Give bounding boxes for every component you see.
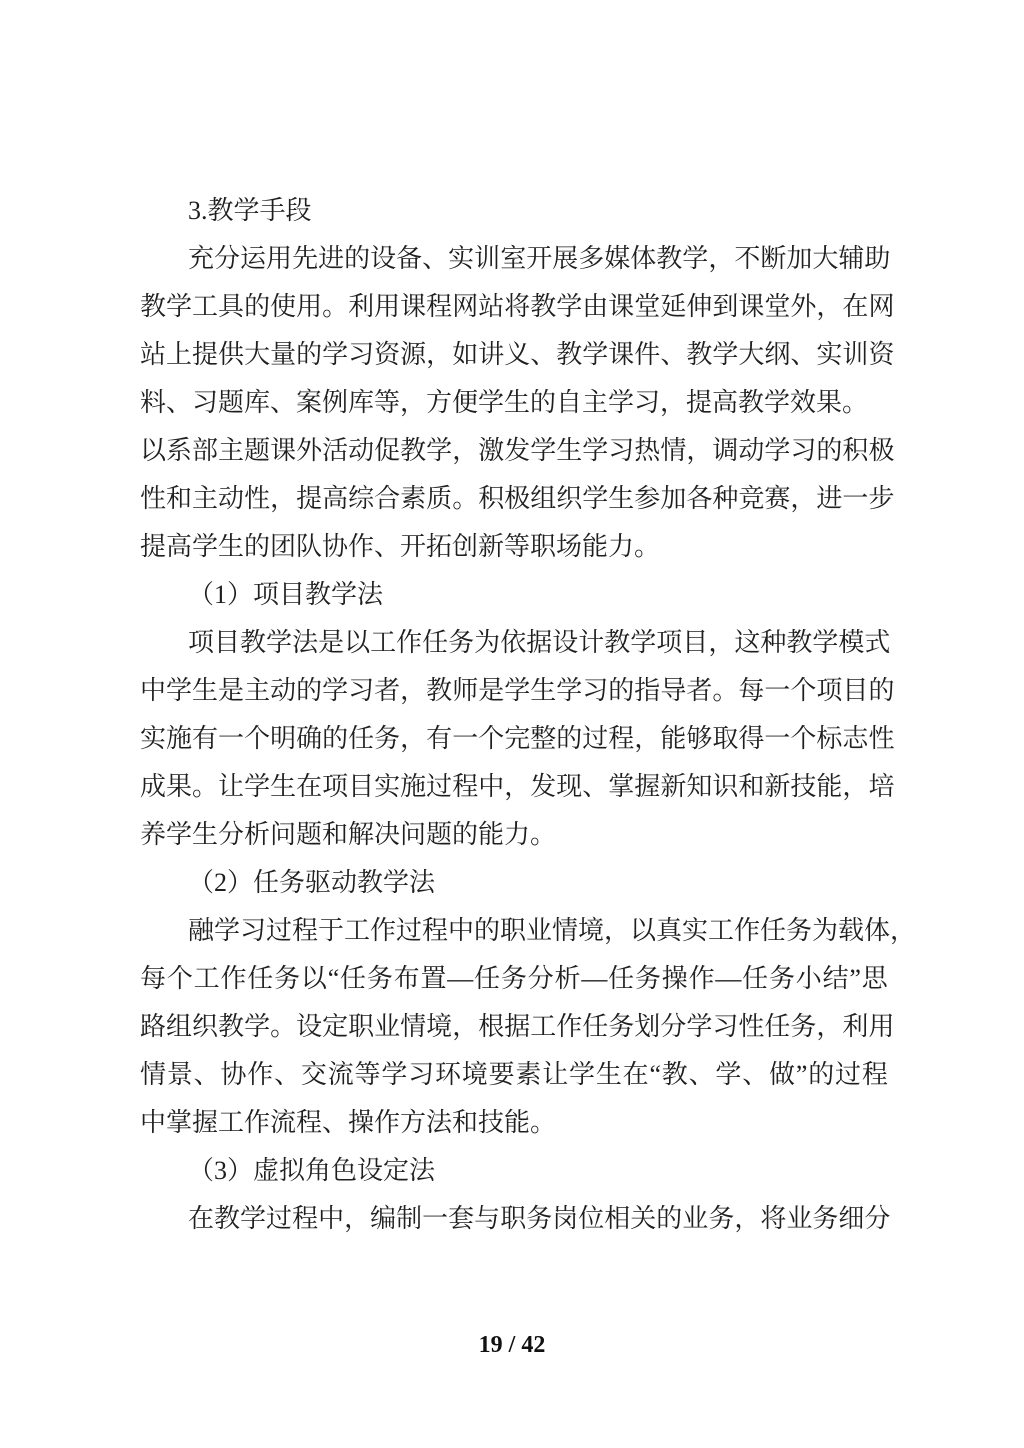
text-line: 充 分 运 用 先 进 的 设 备 、 实 训 室 开 展 多 媒 体 教 学 ， 不 断 加 大 辅 助 (188, 244, 891, 273)
text-line: 站 上 提 供 大 量 的 学 习 资 源 ， 如 讲 义 、 教 学 课 件 、 教 学 大 纲 、 实 训 资 (140, 340, 895, 369)
page-number: 19 / 42 (478, 1332, 546, 1358)
text-line: 项 目 教 学 法 是 以 工 作 任 务 为 依 据 设 计 教 学 项 目 ， 这 种 教 学 模 式 (188, 628, 891, 657)
section-heading: （2）任务驱动教学法 (188, 868, 436, 897)
text-line: 实 施 有 一 个 明 确 的 任 务 ， 有 一 个 完 整 的 过 程 ， 能 够 取 得 一 个 标 志 性 (140, 724, 895, 753)
text-line: 性 和 主 动 性 ， 提 高 综 合 素 质 。 积 极 组 织 学 生 参 加 各 种 竞 赛 ， 进 一 步 (140, 484, 895, 513)
text-line: 提高学生的团队协作、开拓创新等职场能力。 (140, 532, 661, 561)
text-line: 养学生分析问题和解决问题的能力。 (140, 820, 557, 849)
text-line: 融学习过程于工作过程中的职业情境，以真实工作任务为载体， (188, 916, 917, 945)
section-heading: （3）虚拟角色设定法 (188, 1156, 436, 1185)
text-line: 以 系 部 主 题 课 外 活 动 促 教 学 ， 激 发 学 生 学 习 热 情 ， 调 动 学 习 的 积 极 (140, 436, 895, 465)
text-line: 料、习题库、案例库等，方便学生的自主学习，提高教学效果。 (140, 388, 869, 417)
text-line: 每 个 工 作 任 务 以 “ 任 务 布 置 — 任 务 分 析 — 任 务 操 作 — 任 务 小 结 ” 思 (140, 964, 888, 993)
document-body (140, 187, 917, 1243)
page-footer (0, 1330, 1024, 1360)
section-heading: 3.教学手段 (188, 196, 312, 225)
text-line: 情 景 、 协 作 、 交 流 等 学 习 环 境 要 素 让 学 生 在 “ 教 、 学 、 做 ” 的 过 程 (140, 1060, 888, 1089)
text-line: 教 学 工 具 的 使 用 。 利 用 课 程 网 站 将 教 学 由 课 堂 延 伸 到 课 堂 外 ， 在 网 (140, 292, 895, 321)
text-line: 在 教 学 过 程 中 ， 编 制 一 套 与 职 务 岗 位 相 关 的 业 务 ， 将 业 务 细 分 (188, 1204, 891, 1233)
text-line: 路 组 织 教 学 。 设 定 职 业 情 境 ， 根 据 工 作 任 务 划 分 学 习 性 任 务 ， 利 用 (140, 1012, 895, 1041)
text-line: 中掌握工作流程、操作方法和技能。 (140, 1108, 557, 1137)
text-line: 成 果 。 让 学 生 在 项 目 实 施 过 程 中 ， 发 现 、 掌 握 新 知 识 和 新 技 能 ， 培 (140, 772, 895, 801)
text-line: 中 学 生 是 主 动 的 学 习 者 ， 教 师 是 学 生 学 习 的 指 导 者 。 每 一 个 项 目 的 (140, 676, 895, 705)
section-heading: （1）项目教学法 (188, 580, 384, 609)
